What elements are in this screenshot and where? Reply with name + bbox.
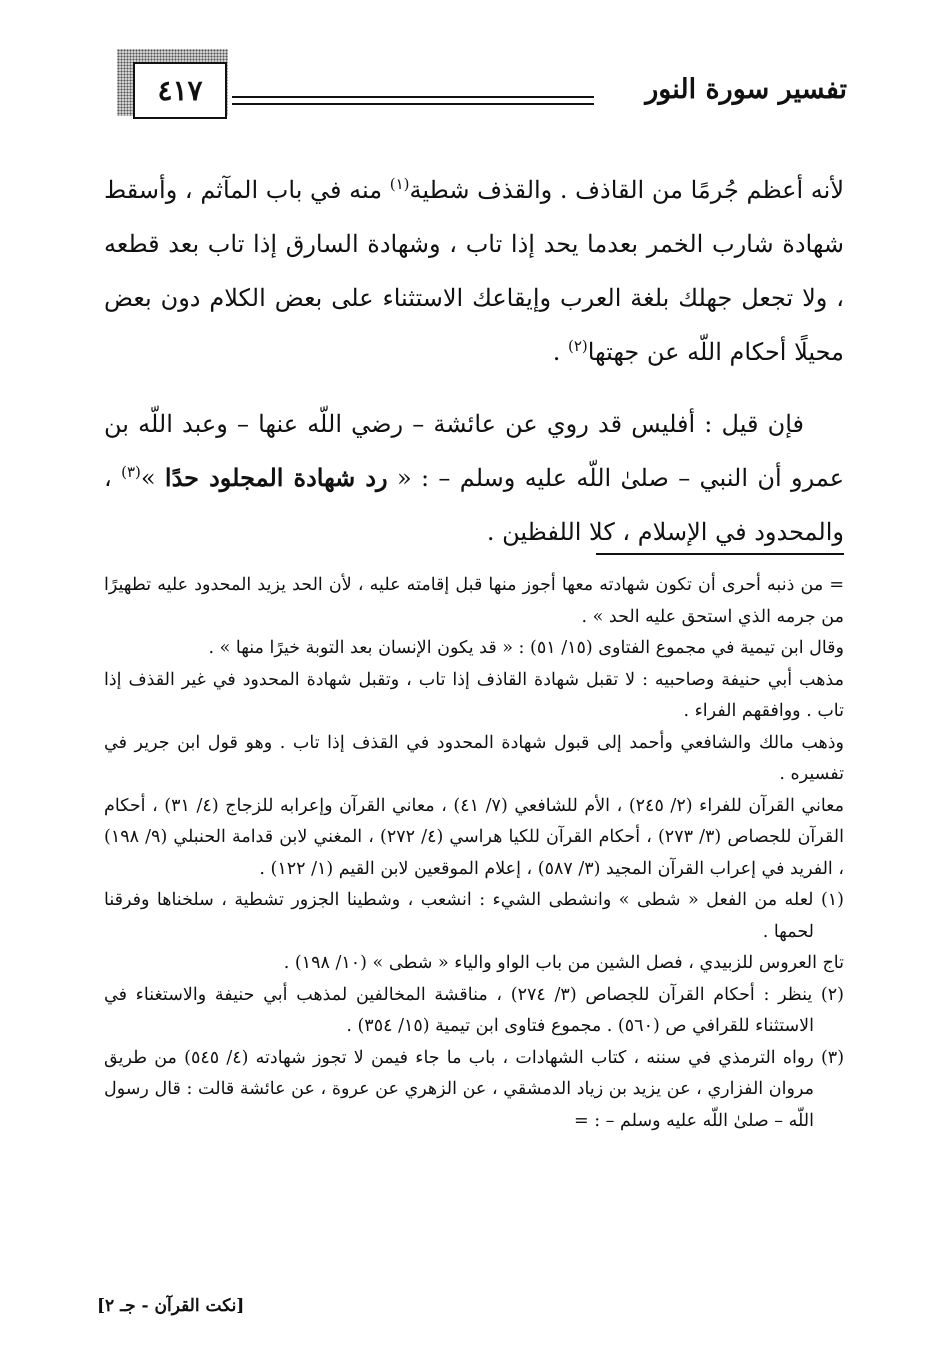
footnote-3: (٣) رواه الترمذي في سننه ، كتاب الشهادات ، باب ما جاء فيمن لا تجوز شهادته (٤/ ٥٤٥) من طريق مروان الفزاري ، عن يزيد بن زياد الدمشقي ، عن الزهري عن عروة ، عن عائشة قالت : قال رسول اللّه – صلىٰ اللّه عليه وسلم – : = <box>104 1047 845 1131</box>
hadith-quote: رد شهادة المجلود حدًا <box>164 463 388 492</box>
paragraph-2-text-b: » <box>140 464 165 492</box>
footnote-1: (١) لعله من الفعل « شطى » وانشطى الشيء : انشعب ، وشطينا الجزور تشطية ، سلخناها وفرقنا لحمها . <box>104 890 844 942</box>
header-double-rule <box>232 96 594 105</box>
footnote-2: (٢) ينظر : أحكام القرآن للجصاص (٣/ ٢٧٤) ، مناقشة المخالفين لمذهب أبي حنيفة والاستغناء في الاستثناء للقرافي ص (٥٦٠) . مجموع فتاوى ابن تيمية (١٥/ ٣٥٤) . <box>104 984 844 1036</box>
paragraph-2-text-a: فإن قيل : أفليس قد روي عن عائشة – رضي اللّه عنها – وعبد اللّه بن عمرو أن النبي – صلىٰ اللّه عليه وسلم – : « <box>104 410 845 492</box>
paragraph-2 <box>104 397 844 559</box>
running-head-title: تفسير سورة النور <box>645 74 847 105</box>
footnote-continuation: = من ذنبه أحرى أن تكون شهادته معها أجوز منها قبل إقامته عليه ، لأن الحد يزيد المحدود عليه تطهيرًا من جرمه الذي استحق عليه الحد » . <box>104 575 844 627</box>
footnote-ref-3: (٣) <box>121 463 141 481</box>
footnote-ibn-taymiyya: وقال ابن تيمية في مجموع الفتاوى (١٥/ ٥١) : « قد يكون الإنسان بعد التوبة خيرًا منها » . <box>208 638 844 658</box>
page-number-box <box>133 62 227 119</box>
paragraph-1 <box>104 163 844 379</box>
paragraph-1-text-b: منه في باب المآثم ، وأسقط شهادة شارب الخمر بعدما يحد إذا تاب ، وشهادة السارق إذا تاب بعد قطعه ، ولا تجعل جهلك بلغة العرب وإيقاعك الاستثناء على بعض الكلام دون بعض محيلًا أحكام اللّه عن جهتها <box>104 176 844 366</box>
footnote-majority: وذهب مالك والشافعي وأحمد إلى قبول شهادة المحدود في القذف إذا تاب . وهو قول ابن جرير في تفسيره . <box>104 732 844 784</box>
footnote-ref-2: (٢) <box>567 337 588 355</box>
footnote-hanafi: مذهب أبي حنيفة وصاحبيه : لا تقبل شهادة القاذف إذا تاب ، وتقبل شهادة المحدود في غير القذف إذا تاب . ووافقهم الفراء . <box>104 669 844 721</box>
footnote-separator <box>596 553 844 555</box>
paragraph-2-text-c: ، والمحدود في الإسلام ، كلا اللفظين . <box>104 464 844 546</box>
footnote-1-source: تاج العروس للزبيدي ، فصل الشين من باب الواو والياء « شطى » (١٠/ ١٩٨) . <box>283 953 844 973</box>
paragraph-1-text-a: لأنه أعظم جُرمًا من القاذف . والقذف شطية <box>409 176 845 204</box>
footnotes <box>104 570 844 1137</box>
paragraph-1-end: . <box>552 338 568 366</box>
footnote-ref-1: (١) <box>389 175 410 193</box>
footnote-sources: معاني القرآن للفراء (٢/ ٢٤٥) ، الأم للشافعي (٧/ ٤١) ، معاني القرآن وإعرابه للزجاج (٤/ ٣١) ، أحكام القرآن للجصاص (٣/ ٢٧٣) ، أحكام القرآن للكيا هراسي (٤/ ٢٧٢) ، المغني لابن قدامة الحنبلي (٩/ ١٩٨) ، الفريد في إعراب القرآن المجيد (٣/ ٥٨٧) ، إعلام الموقعين لابن القيم (١/ ١٢٢) . <box>104 795 844 879</box>
main-text <box>104 163 844 559</box>
volume-footer: [نكت القرآن - جـ ٢] <box>97 1296 245 1316</box>
page-number: ٤١٧ <box>157 74 203 107</box>
